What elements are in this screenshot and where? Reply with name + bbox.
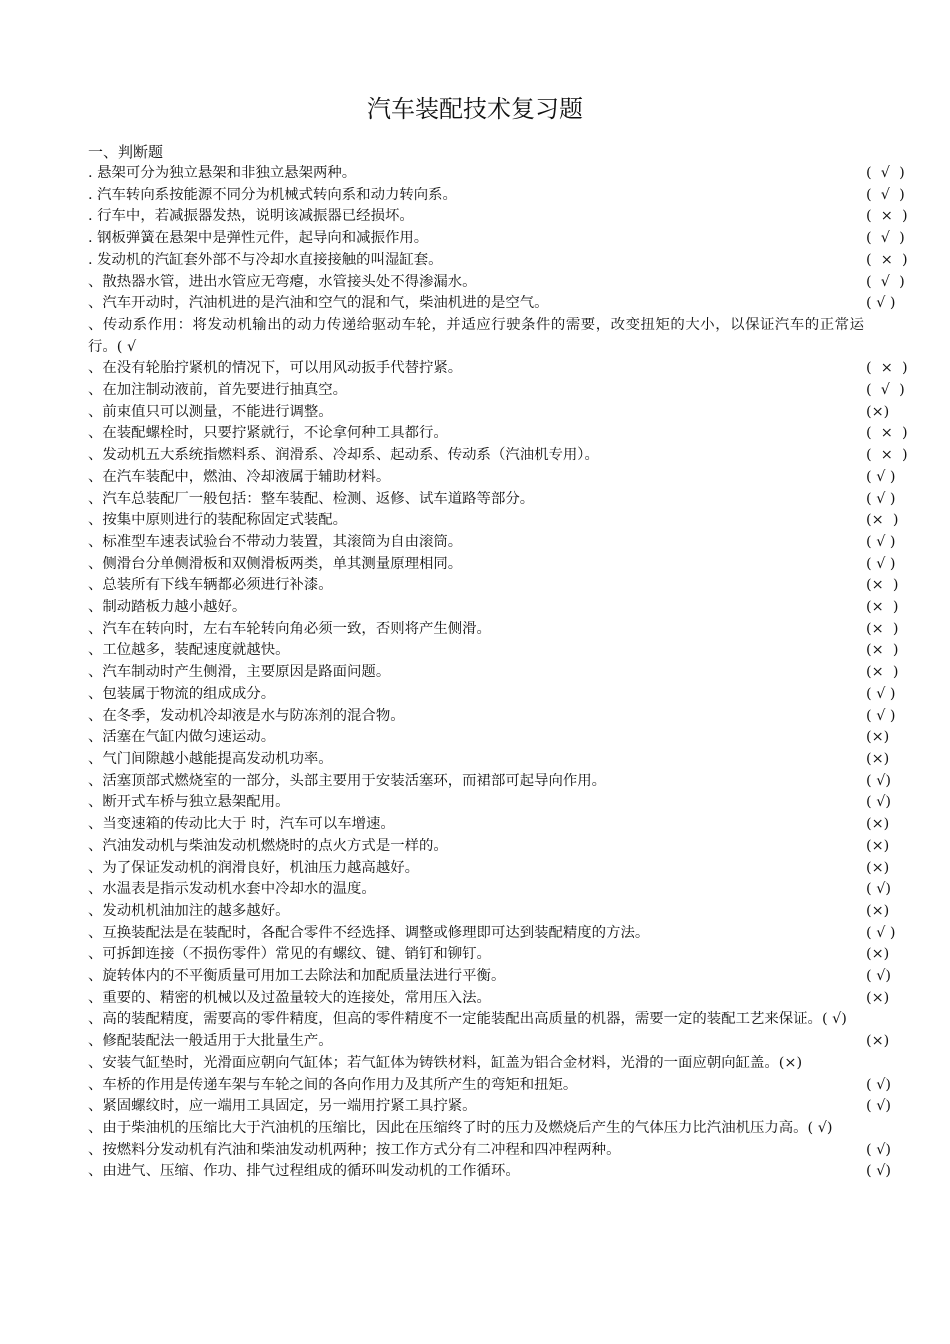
answer-mark: ( √ ) <box>866 490 896 507</box>
question-text: 、包装属于物流的组成成分。 <box>88 685 276 702</box>
question-text: 、制动踏板力越小越好。 <box>88 599 247 616</box>
answer-mark: (× ) <box>866 599 899 616</box>
question-text: 、在加注制动液前，首先要进行抽真空。 <box>88 382 348 399</box>
question-item <box>88 402 890 424</box>
question-item <box>88 944 890 966</box>
question-text: . 钢板弹簧在悬架中是弹性元件，起导向和减振作用。 <box>88 230 429 247</box>
question-text: . 发动机的汽缸套外部不与冷却水直接接触的叫湿缸套。 <box>88 251 443 268</box>
question-text: 、由于柴油机的压缩比大于汽油机的压缩比，因此在压缩终了时的压力及燃烧后产生的气体压力比汽油机压力高。 <box>88 1119 808 1136</box>
question-item <box>88 445 908 467</box>
question-text: 、在没有轮胎拧紧机的情况下，可以用风动扳手代替拧紧。 <box>88 360 463 377</box>
answer-mark: ( √) <box>866 1141 891 1158</box>
question-item <box>88 185 905 207</box>
question-text: 、活塞顶部式燃烧室的一部分，头部主要用于安装活塞环，而裙部可起导向作用。 <box>88 772 607 789</box>
question-item <box>88 206 908 228</box>
question-text: 、在冬季，发动机冷却液是水与防冻剂的混合物。 <box>88 707 405 724</box>
answer-mark: (×) <box>866 729 890 746</box>
answer-mark: ( √) <box>866 881 891 898</box>
answer-mark: ( √ ) <box>866 273 905 290</box>
question-text: 、发动机机油加注的越多越好。 <box>88 902 290 919</box>
question-text: 、重要的、精密的机械以及过盈量较大的连接处，常用压入法。 <box>88 989 491 1006</box>
answer-mark: (×) <box>778 1054 803 1071</box>
question-text: 、前束值只可以测量，不能进行调整。 <box>88 403 333 420</box>
answer-mark: ( × ) <box>866 251 908 268</box>
question-text: 、发动机五大系统指燃料系、润滑系、冷却系、起动系、传动系（汽油机专用）。 <box>88 447 599 464</box>
answer-mark: (×) <box>866 859 890 876</box>
question-item <box>88 901 890 923</box>
question-text: 、为了保证发动机的润滑良好，机油压力越高越好。 <box>88 859 419 876</box>
question-item <box>88 640 899 662</box>
question-text: 、汽车制动时产生侧滑，主要原因是路面问题。 <box>88 664 391 681</box>
question-text: 、汽车总装配厂一般包括：整车装配、检测、返修、试车道路等部分。 <box>88 490 535 507</box>
question-text: 、标准型车速表试验台不带动力装置，其滚筒为自由滚筒。 <box>88 533 463 550</box>
answer-mark: ( √ ) <box>866 685 896 702</box>
question-item <box>88 467 896 489</box>
question-item <box>88 358 908 380</box>
answer-mark: (× ) <box>866 664 899 681</box>
question-text: 、由进气、压缩、作功、排气过程组成的循环叫发动机的工作循环。 <box>88 1163 520 1180</box>
question-item <box>88 1161 891 1183</box>
question-item <box>88 554 896 576</box>
question-item <box>88 749 890 771</box>
question-item <box>88 923 896 945</box>
answer-mark: (× ) <box>866 620 899 637</box>
question-text: 、水温表是指示发动机水套中冷却水的温度。 <box>88 881 376 898</box>
question-item <box>88 879 891 901</box>
answer-mark: ( × ) <box>866 360 908 377</box>
question-item <box>88 684 896 706</box>
question-item <box>88 662 899 684</box>
answer-mark: (×) <box>866 946 890 963</box>
answer-mark: ( √ ) <box>866 555 896 572</box>
question-item <box>88 727 890 749</box>
question-item <box>88 771 891 793</box>
answer-mark: (×) <box>866 1033 890 1050</box>
question-item <box>88 250 908 272</box>
answer-mark: ( √) <box>821 1011 847 1028</box>
document-title: 汽车装配技术复习题 <box>367 95 583 123</box>
section-heading: 一、判断题 <box>88 143 164 161</box>
question-item <box>88 836 890 858</box>
question-text: . 汽车转向系按能源不同分为机械式转向系和动力转向系。 <box>88 186 457 203</box>
question-text: 、在汽车装配中，燃油、冷却液属于辅助材料。 <box>88 468 391 485</box>
question-item <box>88 1031 890 1053</box>
answer-mark: ( √ ) <box>866 533 896 550</box>
answer-mark: (×) <box>866 750 890 767</box>
question-item <box>88 597 899 619</box>
question-item <box>88 1140 891 1162</box>
answer-mark: (×) <box>866 816 890 833</box>
answer-mark: ( √ ) <box>866 924 896 941</box>
answer-mark: ( √) <box>866 772 891 789</box>
question-item <box>88 858 890 880</box>
answer-mark: ( √) <box>807 1119 833 1136</box>
question-text: 、车桥的作用是传递车架与车轮之间的各向作用力及其所产生的弯矩和扭矩。 <box>88 1076 578 1093</box>
answer-mark: (× ) <box>866 512 899 529</box>
question-item <box>88 380 905 402</box>
answer-mark: ( √) <box>866 794 891 811</box>
question-item <box>88 814 890 836</box>
question-text: 、总装所有下线车辆都必须进行补漆。 <box>88 577 333 594</box>
answer-mark: ( √ ) <box>866 230 905 247</box>
answer-mark: ( √ ) <box>866 382 905 399</box>
answer-mark: ( √) <box>866 1076 891 1093</box>
answer-mark: ( × ) <box>866 425 908 442</box>
question-text: 、修配装配法一般适用于大批量生产。 <box>88 1033 333 1050</box>
question-text: 、散热器水管，进出水管应无弯瘪，水管接头处不得渗漏水。 <box>88 273 477 290</box>
answer-mark: ( × ) <box>866 447 908 464</box>
question-item <box>88 315 864 358</box>
question-text: 、气门间隙越小越能提高发动机功率。 <box>88 750 333 767</box>
question-item <box>88 510 899 532</box>
question-text: 、安装气缸垫时，光滑面应朝向气缸体；若气缸体为铸铁材料，缸盖为铝合金材料，光滑的一面应朝向缸盖。 <box>88 1054 779 1071</box>
question-item <box>88 1009 864 1031</box>
question-item <box>88 1096 891 1118</box>
question-text: 、高的装配精度，需要高的零件精度，但高的零件精度不一定能装配出高质量的机器，需要一定的装配工艺来保证。 <box>88 1011 822 1028</box>
question-item <box>88 1075 891 1097</box>
question-text: 、活塞在气缸内做匀速运动。 <box>88 729 276 746</box>
question-text: 、汽车在转向时，左右车轮转向角必须一致，否则将产生侧滑。 <box>88 620 491 637</box>
question-item <box>88 575 899 597</box>
question-item <box>88 489 896 511</box>
answer-mark: ( √) <box>866 1163 891 1180</box>
answer-mark: ( × ) <box>866 208 908 225</box>
question-item <box>88 1118 864 1140</box>
answer-mark: ( √ ) <box>866 165 905 181</box>
question-item <box>88 228 905 250</box>
question-text: 、断开式车桥与独立悬架配用。 <box>88 794 290 811</box>
question-item <box>88 706 896 728</box>
question-item <box>88 792 891 814</box>
answer-mark: ( √ ) <box>866 707 896 724</box>
question-text: . 行车中，若减振器发热，说明该减振器已经损坏。 <box>88 208 414 225</box>
question-text: 、传动系作用：将发动机输出的动力传递给驱动车轮，并适应行驶条件的需要，改变扭矩的大小，以保证汽车的正常运行。 <box>88 316 864 355</box>
question-item <box>88 272 905 294</box>
answer-mark: (×) <box>866 403 890 420</box>
question-text: 、工位越多，装配速度就越快。 <box>88 642 290 659</box>
question-item <box>88 966 891 988</box>
question-item <box>88 619 899 641</box>
question-text: 、互换装配法是在装配时，各配合零件不经选择、调整或修理即可达到装配精度的方法。 <box>88 924 650 941</box>
question-item <box>88 988 890 1010</box>
answer-mark: (× ) <box>866 577 899 594</box>
question-text: . 悬架可分为独立悬架和非独立悬架两种。 <box>88 165 357 181</box>
question-item <box>88 1053 864 1075</box>
question-item <box>88 163 905 185</box>
question-text: 、按集中原则进行的装配称固定式装配。 <box>88 512 348 529</box>
answer-mark: (×) <box>866 989 890 1006</box>
answer-mark: (×) <box>866 837 890 854</box>
answer-mark: (×) <box>866 902 890 919</box>
question-item <box>88 532 896 554</box>
question-item <box>88 293 896 315</box>
question-list <box>88 163 908 1183</box>
question-text: 、当变速箱的传动比大于 时，汽车可以车增速。 <box>88 816 395 833</box>
question-item <box>88 423 908 445</box>
answer-mark: ( √) <box>866 1098 891 1115</box>
answer-mark: ( √ ) <box>866 186 905 203</box>
question-text: 、汽油发动机与柴油发动机燃烧时的点火方式是一样的。 <box>88 837 448 854</box>
answer-mark: ( √ ) <box>866 295 896 312</box>
question-text: 、旋转体内的不平衡质量可用加工去除法和加配质量法进行平衡。 <box>88 968 506 985</box>
answer-mark: ( √ ) <box>866 468 896 485</box>
question-text: 、可拆卸连接（不损伤零件）常见的有螺纹、键、销钉和铆钉。 <box>88 946 491 963</box>
question-text: 、在装配螺栓时，只要拧紧就行，不论拿何种工具都行。 <box>88 425 448 442</box>
answer-mark: ( √ <box>116 338 137 355</box>
answer-mark: ( √) <box>866 968 891 985</box>
question-text: 、汽车开动时，汽油机进的是汽油和空气的混和气，柴油机进的是空气。 <box>88 295 549 312</box>
question-text: 、紧固螺纹时，应一端用工具固定，另一端用拧紧工具拧紧。 <box>88 1098 477 1115</box>
question-text: 、按燃料分发动机有汽油和柴油发动机两种；按工作方式分有二冲程和四冲程两种。 <box>88 1141 621 1158</box>
question-text: 、侧滑台分单侧滑板和双侧滑板两类，单其测量原理相同。 <box>88 555 463 572</box>
answer-mark: (× ) <box>866 642 899 659</box>
